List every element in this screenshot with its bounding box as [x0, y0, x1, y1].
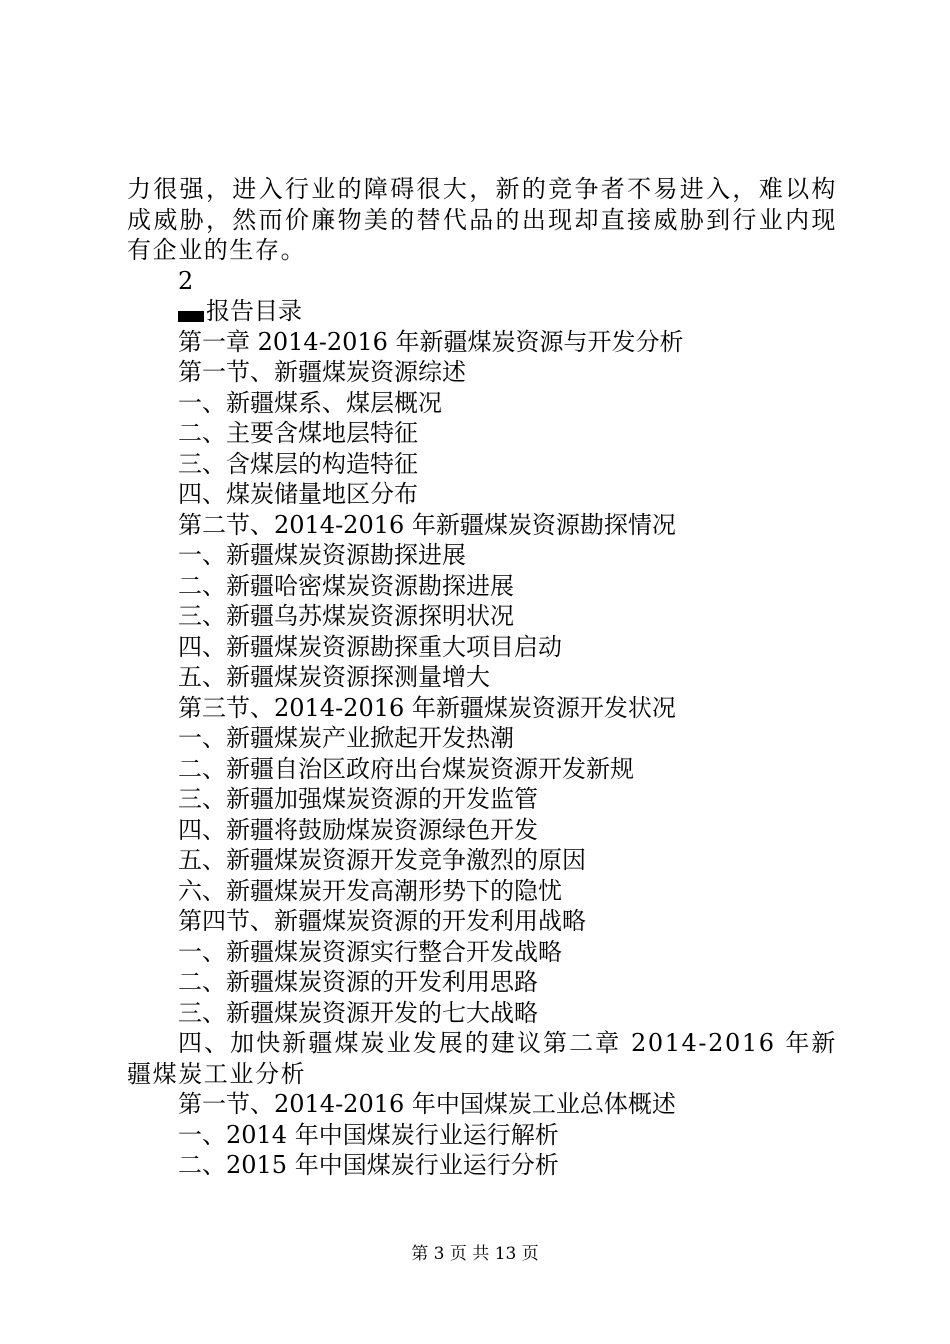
black-bar-icon: [178, 311, 204, 322]
toc-line: 一、新疆煤炭资源实行整合开发战略: [178, 937, 562, 966]
page-footer: 第 3 页 共 13 页: [411, 1244, 539, 1264]
toc-line: 三、新疆煤炭资源开发的七大战略: [178, 998, 538, 1027]
toc-line: 二、新疆煤炭资源的开发利用思路: [178, 968, 538, 996]
toc-wrapped-line-text: 四、加快新疆煤炭业发展的建议第二章 2014-2016 年新疆煤炭工业分析: [127, 1029, 837, 1088]
toc-line: 第四节、新疆煤炭资源的开发利用战略: [178, 907, 586, 935]
toc-heading: 报告目录: [206, 297, 302, 325]
toc-line: 一、新疆煤炭产业掀起开发热潮: [178, 724, 514, 752]
toc-line: 三、新疆乌苏煤炭资源探明状况: [178, 602, 514, 630]
toc-line: 四、煤炭储量地区分布: [178, 480, 418, 508]
toc-wrapped-line: [127, 1028, 837, 1089]
toc-line: 六、新疆煤炭开发高潮形势下的隐忧: [178, 876, 562, 905]
toc-line: 五、新疆煤炭资源探测量增大: [178, 663, 490, 691]
toc-line: 二、新疆自治区政府出台煤炭资源开发新规: [178, 754, 634, 783]
toc-line: 四、新疆将鼓励煤炭资源绿色开发: [178, 815, 538, 844]
toc-line: 四、新疆煤炭资源勘探重大项目启动: [178, 632, 562, 661]
toc-line: 一、新疆煤系、煤层概况: [178, 388, 442, 417]
toc-line: 第一章 2014-2016 年新疆煤炭资源与开发分析: [178, 327, 684, 356]
toc-line: 第一节、2014-2016 年中国煤炭工业总体概述: [178, 1090, 676, 1118]
toc-line: 五、新疆煤炭资源开发竞争激烈的原因: [178, 846, 586, 874]
toc-line: 一、2014 年中国煤炭行业运行解析: [178, 1120, 559, 1149]
toc-line: 二、2015 年中国煤炭行业运行分析: [178, 1151, 559, 1179]
intro-paragraph: 力很强，进入行业的障碍很大，新的竞争者不易进入，难以构成威胁，然而价廉物美的替代品的出现却直接威胁到行业内现有企业的生存。: [127, 175, 837, 264]
page-marker: 2: [178, 266, 194, 295]
toc-line: 三、新疆加强煤炭资源的开发监管: [178, 785, 538, 813]
toc-line: 第三节、2014-2016 年新疆煤炭资源开发状况: [178, 693, 676, 722]
toc-line: 第一节、新疆煤炭资源综述: [178, 358, 466, 386]
document-body: [127, 174, 837, 1181]
toc-heading-row: [127, 296, 837, 327]
toc-line: 第二节、2014-2016 年新疆煤炭资源勘探情况: [178, 510, 676, 539]
toc-line: 二、新疆哈密煤炭资源勘探进展: [178, 571, 514, 600]
toc-line: 一、新疆煤炭资源勘探进展: [178, 541, 466, 569]
toc-line: 三、含煤层的构造特征: [178, 449, 418, 478]
toc-line: 二、主要含煤地层特征: [178, 419, 418, 447]
